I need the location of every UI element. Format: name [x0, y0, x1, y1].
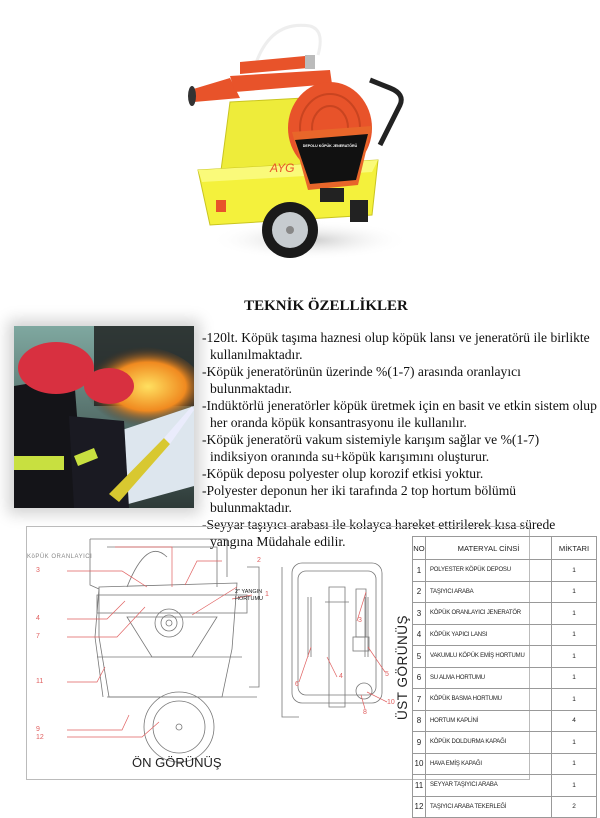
- row-number: 9: [413, 732, 426, 754]
- table-row: [413, 560, 597, 582]
- row-number: 10: [413, 753, 426, 775]
- top-callout-4: 4: [339, 673, 343, 680]
- top-callout-6: 6: [295, 681, 299, 688]
- callout-2: 2: [257, 557, 261, 564]
- material-name: SU ALMA HORTUMU: [426, 667, 552, 689]
- row-number: 4: [413, 624, 426, 646]
- quantity: 1: [552, 603, 597, 625]
- header-no: NO: [413, 537, 426, 560]
- row-number: 12: [413, 796, 426, 818]
- page-title: TEKNİK ÖZELLİKLER: [244, 298, 408, 314]
- table-row: [413, 581, 597, 603]
- top-callout-3: 3: [358, 617, 362, 624]
- callout-12: 12: [36, 734, 44, 741]
- feature-item: -Köpük jeneratörünün üzerinde %(1-7) arasında oranlayıcı bulunmaktadır.: [202, 364, 521, 396]
- table-row: [413, 796, 597, 818]
- table-row: [413, 732, 597, 754]
- feature-item: -Köpük jeneratörü vakum sistemiyle karışım sağlar ve %(1-7) indiksiyon oranında su+köpük karışımını oluşturur.: [202, 432, 540, 464]
- material-name: VAKUMLU KÖPÜK EMİŞ HORTUMU: [426, 646, 552, 668]
- callout-11: 11: [36, 678, 44, 685]
- material-name: TAŞIYICI ARABA TEKERLEĞİ: [426, 796, 552, 818]
- hose-label-line1: 2" YANGIN: [235, 589, 263, 595]
- quantity: 1: [552, 753, 597, 775]
- top-callout-10: 10: [387, 699, 395, 706]
- row-number: 1: [413, 560, 426, 582]
- quantity: 2: [552, 796, 597, 818]
- row-number: 7: [413, 689, 426, 711]
- top-view-label: ÜST GÖRÜNÜŞ: [395, 614, 410, 720]
- callout-7: 7: [36, 633, 40, 640]
- feature-item: -Seyyar taşıyıcı arabası ile kolayca hareket ettirilerek kısa sürede yangına Müdahale edilir.: [202, 517, 556, 549]
- feature-item: -Köpük deposu polyester olup korozif etkisi yoktur.: [202, 466, 484, 481]
- parts-table: [412, 536, 597, 818]
- feature-list: [202, 329, 597, 550]
- quantity: 1: [552, 732, 597, 754]
- hose-label: [235, 589, 263, 603]
- table-row: [413, 624, 597, 646]
- material-name: TAŞIYICI ARABA: [426, 581, 552, 603]
- table-row: [413, 689, 597, 711]
- material-name: SEYYAR TAŞIYICI ARABA: [426, 775, 552, 797]
- quantity: 1: [552, 560, 597, 582]
- row-number: 3: [413, 603, 426, 625]
- front-view-label: ÖN GÖRÜNÜŞ: [132, 755, 222, 770]
- row-number: 11: [413, 775, 426, 797]
- feature-item: -Polyester deponun her iki tarafında 2 top hortum bölümü bulunmaktadır.: [202, 483, 517, 515]
- quantity: 4: [552, 710, 597, 732]
- top-callout-5: 5: [385, 671, 389, 678]
- material-name: POLYESTER KÖPÜK DEPOSU: [426, 560, 552, 582]
- firefighter-photo: [14, 326, 194, 508]
- brand-logo: AYG: [270, 161, 295, 175]
- quantity: 1: [552, 667, 597, 689]
- table-row: [413, 753, 597, 775]
- quantity: 1: [552, 581, 597, 603]
- material-name: KÖPÜK DOLDURMA KAPAĞI: [426, 732, 552, 754]
- quantity: 1: [552, 646, 597, 668]
- feature-item: -Indüktörlü jeneratörler köpük üretmek için en basit ve etkin sistem olup her oranda köpük konsantrasyonu ile kullanılır.: [202, 398, 597, 430]
- table-row: [413, 603, 597, 625]
- row-number: 6: [413, 667, 426, 689]
- material-name: HAVA EMİŞ KAPAĞI: [426, 753, 552, 775]
- callout-4: 4: [36, 615, 40, 622]
- header-quantity: MİKTARI: [552, 537, 597, 560]
- table-row: [413, 646, 597, 668]
- table-row: [413, 667, 597, 689]
- panel-title: DEPOLU KÖPÜK JENERATÖRÜ: [302, 144, 358, 148]
- hose-label-line2: HORTUMU: [235, 596, 264, 602]
- header-material: MATERYAL CİNSİ: [426, 537, 552, 560]
- foam-proportioner-label: KöPÜK ORANLAYICI: [27, 554, 93, 560]
- quantity: 1: [552, 775, 597, 797]
- callout-9: 9: [36, 726, 40, 733]
- top-callout-8: 8: [363, 709, 367, 716]
- row-number: 5: [413, 646, 426, 668]
- table-row: [413, 710, 597, 732]
- material-name: KÖPÜK YAPICI LANSI: [426, 624, 552, 646]
- row-number: 2: [413, 581, 426, 603]
- quantity: 1: [552, 689, 597, 711]
- feature-item: -120lt. Köpük taşıma haznesi olup köpük lansı ve jeneratörü ile birlikte kullanılmaktadır.: [202, 330, 590, 362]
- material-name: KÖPÜK BASMA HORTUMU: [426, 689, 552, 711]
- row-number: 8: [413, 710, 426, 732]
- product-photo: [180, 20, 420, 260]
- table-header-row: [413, 537, 597, 560]
- material-name: HORTUM KAPLİNİ: [426, 710, 552, 732]
- quantity: 1: [552, 624, 597, 646]
- material-name: KÖPÜK ORANLAYICI JENERATÖR: [426, 603, 552, 625]
- callout-1: 1: [265, 591, 269, 598]
- callout-3: 3: [36, 567, 40, 574]
- table-row: [413, 775, 597, 797]
- foam-generator-cart-image: [180, 20, 420, 260]
